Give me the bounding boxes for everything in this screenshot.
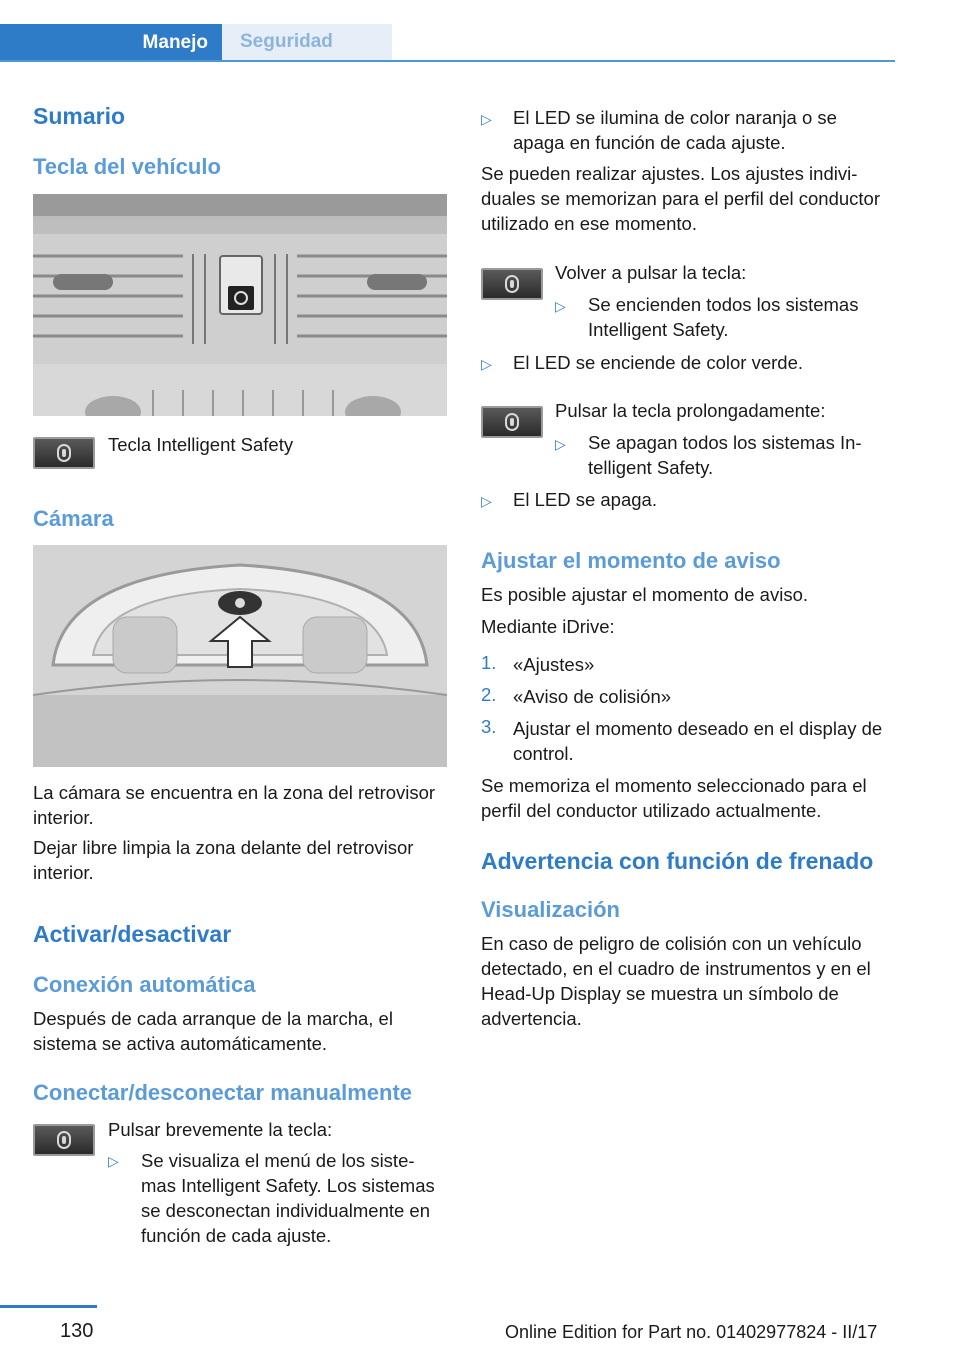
memo-text: Se memoriza el momento seleccionado para el perfil del conductor utilizado actualmente. [481,775,867,821]
manual-intro-text: Pulsar brevemente la tecla: [108,1119,333,1140]
bullet-icon: ▷ [555,436,566,452]
bullet-icon: ▷ [555,298,566,314]
bullet-icon: ▷ [481,111,492,127]
intelligent-safety-button-icon [481,268,543,300]
heading-conectar-manual: Conectar/desconectar manualmente [33,1080,413,1105]
step-number: 3. [481,716,497,737]
press-again-item: Se encienden todos los sistemas Intelligent Safety. [588,294,859,340]
long-press-text: Pulsar la tecla prolongadamente: [555,400,826,421]
footer-rule [0,1305,97,1308]
tab-seguridad[interactable]: Seguridad [222,24,392,60]
heading-visualizacion: Visualización [481,897,620,922]
heading-camara: Cámara [33,506,114,531]
heading-ajustar-momento: Ajustar el momento de aviso [481,548,781,573]
intelligent-safety-button-icon [33,437,95,469]
camera-photo [33,545,447,767]
display-text: En caso de peligro de colisión con un vehículo detectado, en el cuadro de instrumentos y en el Head-Up Display se muestra un símbolo de advertencia. [481,933,871,1029]
idrive-text: Mediante iDrive: [481,616,615,637]
tab-manejo[interactable]: Manejo [0,24,222,62]
step-text: Ajustar el momento deseado en el display de control. [513,718,883,764]
warn-adjust-text: Es posible ajustar el momento de aviso. [481,584,809,605]
intelligent-safety-button-icon [481,406,543,438]
press-again-text: Volver a pulsar la tecla: [555,262,747,283]
step-number: 2. [481,684,497,705]
intelligent-safety-button-icon [33,1124,95,1156]
long-press-item: Se apagan todos los sistemas Intelligent Safety. [588,432,862,478]
step-number: 1. [481,652,497,673]
settings-text: Se pueden realizar ajustes. Los ajustes individuales se memorizan para el perfil del conductor utilizado en ese momento. [481,163,880,234]
heading-advertencia-frenado: Advertencia con función de frenado [481,848,874,874]
page-number: 130 [60,1320,94,1342]
bullet-icon: ▷ [108,1153,119,1169]
heading-activar-desactivar: Activar/desactivar [33,921,232,947]
heading-tecla-vehiculo: Tecla del vehículo [33,154,221,179]
camera-location-text: La cámara se encuentra en la zona del retrovisor interior. [33,782,436,828]
step-text: «Ajustes» [513,654,595,675]
bullet-icon: ▷ [481,493,492,509]
edition-text: Online Edition for Part no. 01402977824 - II/17 [505,1322,878,1342]
section-title-sumario: Sumario [33,103,126,129]
header-rule [0,60,895,62]
bullet-icon: ▷ [481,356,492,372]
key-caption: Tecla Intelligent Safety [108,434,294,455]
led-off-text: El LED se apaga. [513,489,657,510]
manual-item-text: Se visualiza el menú de los sistemas Intelligent Safety. Los sistemas se desconectan individualmente en función de cada ajuste. [141,1150,435,1246]
led-orange-text: El LED se ilumina de color naranja o se apaga en función de cada ajuste. [513,107,837,153]
step-text: «Aviso de colisión» [513,686,672,707]
chapter-tabs [0,24,895,62]
led-green-text: El LED se enciende de color verde. [513,352,804,373]
heading-conexion-automatica: Conexión automática [33,972,256,997]
dashboard-key-photo [33,194,447,416]
auto-connect-text: Después de cada arranque de la marcha, el sistema se activa automáticamente. [33,1008,393,1054]
camera-clean-text: Dejar libre limpia la zona delante del retrovisor interior. [33,837,414,883]
